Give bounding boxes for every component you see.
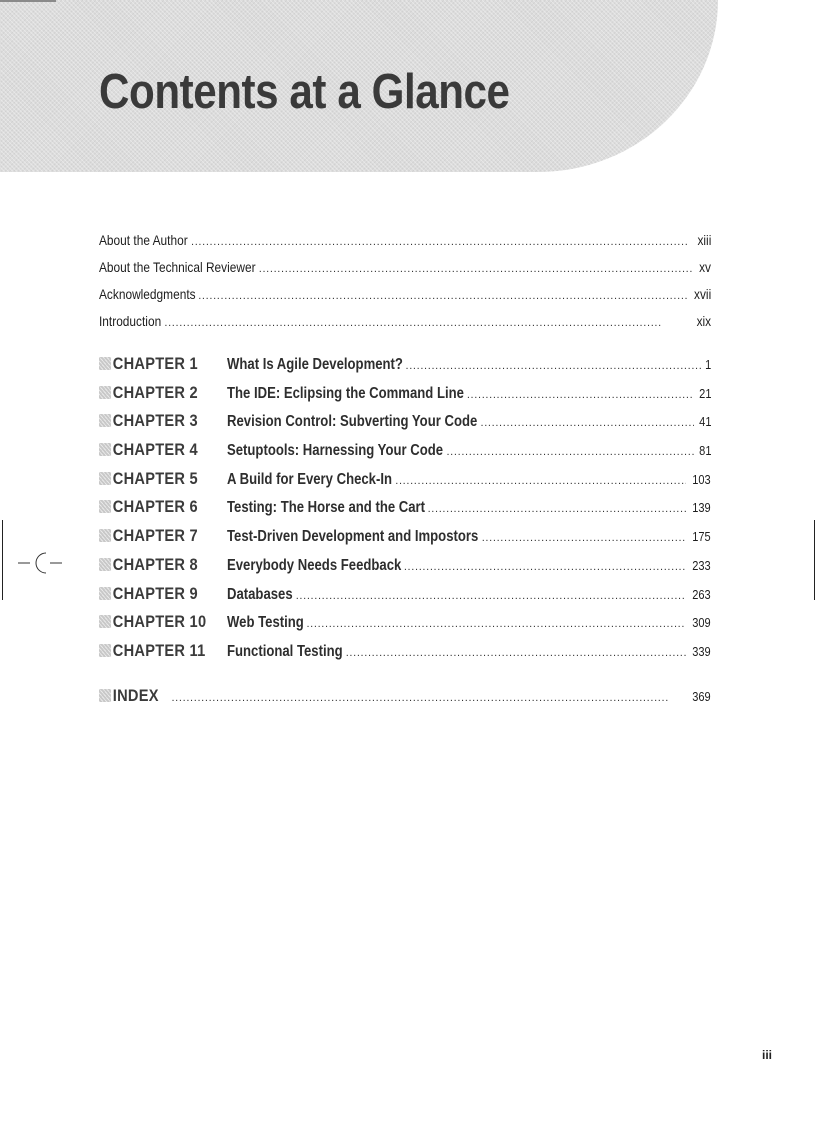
chapter-label: [99, 555, 227, 575]
index-label-text: INDEX: [112, 686, 159, 705]
chapter-label: [99, 383, 227, 403]
dot-leader: [446, 446, 693, 458]
chapter-page: 233: [692, 557, 711, 573]
dot-leader: [395, 475, 686, 487]
chapter-label-text: CHAPTER 2: [112, 382, 198, 402]
chapter-page: 21: [698, 385, 711, 401]
dot-leader: [480, 417, 693, 429]
index-page: 369: [692, 689, 711, 704]
chapter-bullet-icon: [99, 558, 111, 571]
chapter-label-text: CHAPTER 7: [112, 526, 198, 546]
chapter-label: [99, 469, 227, 489]
chapter-title: Testing: The Horse and the Cart: [227, 499, 426, 517]
dot-leader: [428, 503, 687, 515]
dot-leader: [171, 692, 686, 704]
chapter-title: Everybody Needs Feedback: [227, 556, 402, 574]
chapter-bullet-icon: [99, 414, 111, 427]
toc-entry-page: xix: [696, 313, 711, 329]
chapter-page: 309: [692, 615, 711, 631]
dot-leader: [191, 236, 692, 248]
dot-leader: [404, 561, 686, 573]
page-title: Contents at a Glance: [99, 65, 510, 119]
chapter-label: [99, 497, 227, 517]
chapter-bullet-icon: [99, 357, 111, 370]
toc-chapter-entry[interactable]: [99, 641, 711, 670]
index-label: [99, 686, 168, 706]
registration-mark-icon: [18, 548, 62, 578]
chapter-label: [99, 612, 227, 632]
chapter-label-text: CHAPTER 9: [112, 583, 198, 603]
chapter-title: Web Testing: [227, 614, 304, 632]
toc-chapter-entry[interactable]: [99, 526, 711, 555]
chapter-title: The IDE: Eclipsing the Command Line: [227, 384, 464, 402]
chapter-list: [99, 354, 711, 670]
chapter-page: 339: [692, 643, 711, 659]
toc-entry-title: About the Technical Reviewer: [99, 259, 256, 275]
toc-entry-title: Introduction: [99, 313, 162, 329]
dot-leader: [346, 647, 687, 659]
chapter-bullet-icon: [99, 615, 111, 628]
toc-chapter-entry[interactable]: [99, 555, 711, 584]
toc-chapter-entry[interactable]: [99, 440, 711, 469]
chapter-page: 81: [698, 443, 711, 459]
chapter-title: Functional Testing: [227, 642, 343, 660]
toc-chapter-entry[interactable]: [99, 411, 711, 440]
index-entry-container: [99, 686, 711, 706]
dot-leader: [164, 317, 691, 329]
chapter-title: Revision Control: Subverting Your Code: [227, 413, 478, 431]
toc-chapter-entry[interactable]: [99, 383, 711, 412]
index-bullet-icon: [99, 689, 111, 702]
chapter-label: [99, 354, 227, 374]
toc-chapter-entry[interactable]: [99, 612, 711, 641]
dot-leader: [405, 360, 700, 372]
toc-chapter-entry[interactable]: [99, 497, 711, 526]
crop-mark-right: [814, 520, 815, 600]
toc-index-entry[interactable]: [99, 686, 711, 706]
chapter-title: Test-Driven Development and Impostors: [227, 528, 479, 546]
toc-chapter-entry[interactable]: [99, 354, 711, 383]
toc-entry-title: About the Author: [99, 232, 188, 248]
chapter-page: 263: [692, 586, 711, 602]
chapter-title: Databases: [227, 585, 293, 603]
chapter-page: 1: [704, 357, 711, 372]
toc-entry-page: xv: [699, 259, 711, 275]
chapter-title: A Build for Every Check-In: [227, 470, 393, 488]
chapter-label: [99, 641, 227, 661]
chapter-page: 139: [692, 500, 711, 516]
dot-leader: [259, 263, 694, 275]
chapter-bullet-icon: [99, 472, 111, 485]
page-number: iii: [762, 1048, 773, 1062]
chapter-label-text: CHAPTER 1: [112, 354, 198, 373]
chapter-bullet-icon: [99, 587, 111, 600]
toc-entry-title: Acknowledgments: [99, 286, 196, 302]
chapter-bullet-icon: [99, 443, 111, 456]
chapter-label: [99, 584, 227, 604]
chapter-label-text: CHAPTER 6: [112, 497, 198, 517]
chapter-label: [99, 411, 227, 431]
chapter-bullet-icon: [99, 386, 111, 399]
chapter-label-text: CHAPTER 11: [112, 640, 206, 660]
toc-front-entry[interactable]: [99, 286, 711, 313]
dot-leader: [198, 290, 688, 302]
dot-leader: [482, 532, 687, 544]
chapter-title: What Is Agile Development?: [227, 356, 403, 373]
chapter-title: Setuptools: Harnessing Your Code: [227, 442, 444, 460]
chapter-page: 103: [692, 471, 711, 487]
dot-leader: [296, 590, 687, 602]
chapter-page: 175: [692, 529, 711, 545]
toc-chapter-entry[interactable]: [99, 584, 711, 613]
corner-rule: [0, 0, 56, 2]
chapter-label-text: CHAPTER 4: [112, 440, 198, 460]
front-matter-list: [99, 232, 711, 340]
dot-leader: [467, 389, 694, 401]
toc-chapter-entry[interactable]: [99, 469, 711, 498]
toc-front-entry[interactable]: [99, 313, 711, 340]
chapter-label-text: CHAPTER 10: [112, 612, 207, 632]
chapter-label-text: CHAPTER 8: [112, 554, 198, 574]
toc-entry-page: xiii: [697, 232, 711, 248]
chapter-label-text: CHAPTER 3: [112, 411, 198, 431]
chapter-page: 41: [698, 414, 711, 430]
toc-entry-page: xvii: [693, 286, 711, 302]
toc-front-entry[interactable]: [99, 259, 711, 286]
dot-leader: [306, 618, 686, 630]
chapter-label-text: CHAPTER 5: [112, 468, 198, 488]
chapter-label: [99, 440, 227, 460]
toc-front-entry[interactable]: [99, 232, 711, 259]
chapter-label: [99, 526, 227, 546]
crop-mark-left: [2, 520, 3, 600]
chapter-bullet-icon: [99, 529, 111, 542]
chapter-bullet-icon: [99, 644, 111, 657]
chapter-bullet-icon: [99, 500, 111, 513]
